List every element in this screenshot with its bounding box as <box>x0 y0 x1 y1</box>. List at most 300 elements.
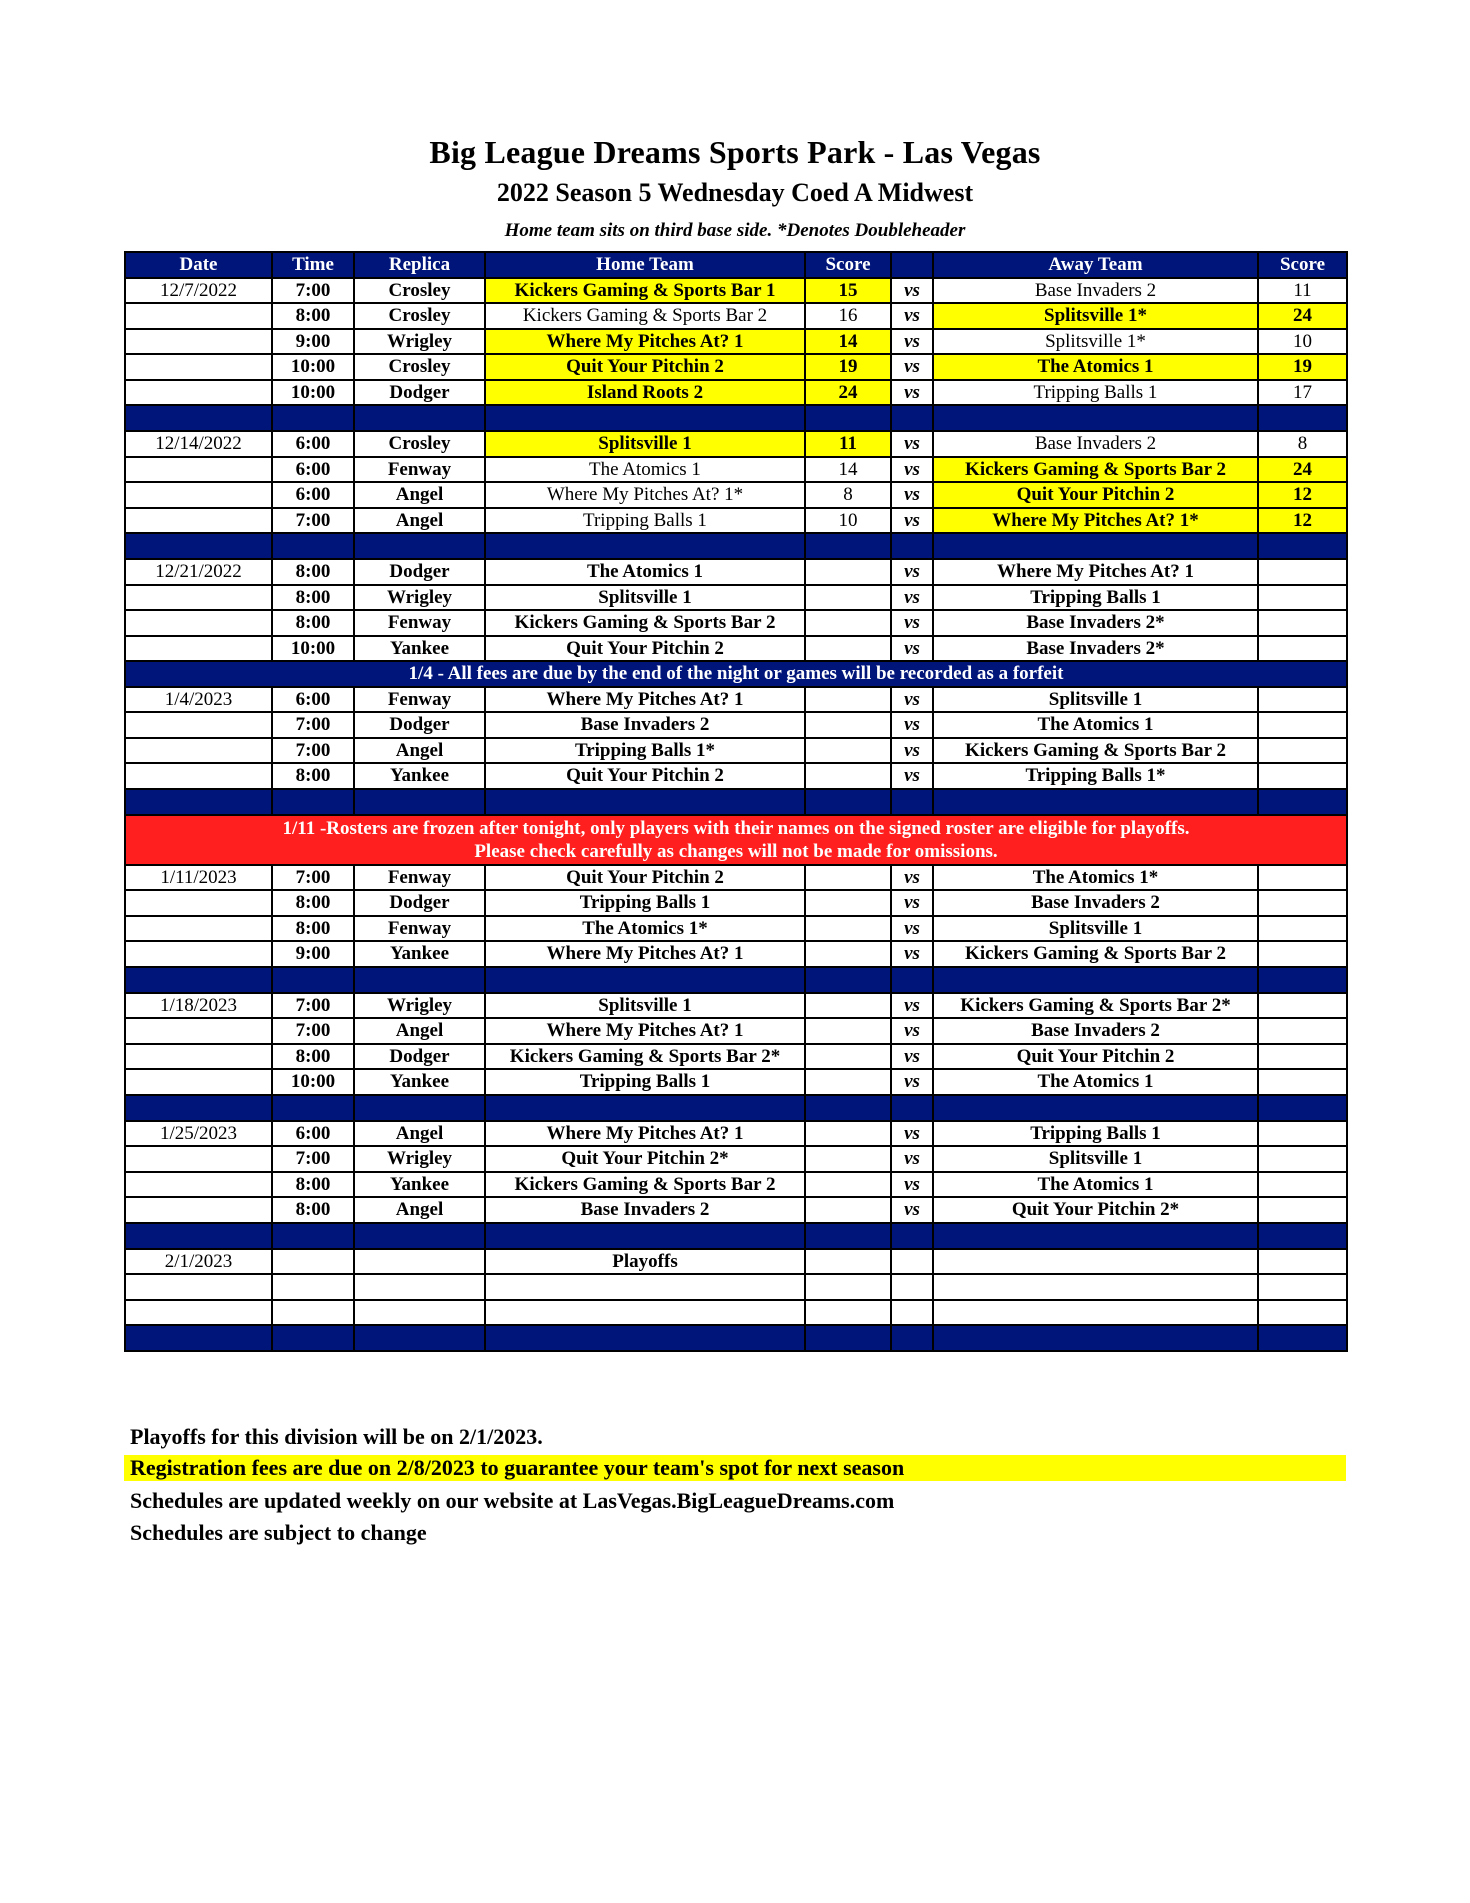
replica-cell: Fenway <box>354 865 485 891</box>
away-team-cell: Tripping Balls 1 <box>933 1121 1258 1147</box>
home-score-cell: 14 <box>805 329 891 355</box>
away-score-cell <box>1258 890 1347 916</box>
replica-cell: Crosley <box>354 354 485 380</box>
separator-row <box>125 533 1347 559</box>
game-row <box>125 1300 1347 1326</box>
replica-cell: Fenway <box>354 610 485 636</box>
home-team-cell: The Atomics 1* <box>485 916 805 942</box>
col-header-time: Time <box>272 252 354 278</box>
date-cell: 12/21/2022 <box>125 559 272 585</box>
date-cell <box>125 508 272 534</box>
away-score-cell <box>1258 1121 1347 1147</box>
time-cell: 8:00 <box>272 559 354 585</box>
col-header-vs <box>891 252 933 278</box>
separator-row <box>125 1325 1347 1351</box>
time-cell <box>272 1300 354 1326</box>
notice-row <box>125 661 1347 687</box>
home-team-cell: Kickers Gaming & Sports Bar 2* <box>485 1044 805 1070</box>
separator-cell <box>485 967 805 993</box>
replica-cell: Dodger <box>354 712 485 738</box>
home-score-cell <box>805 738 891 764</box>
time-cell: 7:00 <box>272 1018 354 1044</box>
game-row <box>125 354 1347 380</box>
home-team-cell: Where My Pitches At? 1 <box>485 1121 805 1147</box>
away-team-cell: Kickers Gaming & Sports Bar 2 <box>933 738 1258 764</box>
home-team-cell: Quit Your Pitchin 2 <box>485 354 805 380</box>
away-score-cell <box>1258 993 1347 1019</box>
time-cell <box>272 1249 354 1275</box>
vs-cell: vs <box>891 1018 933 1044</box>
away-score-cell <box>1258 738 1347 764</box>
home-team-cell <box>485 1300 805 1326</box>
date-cell <box>125 941 272 967</box>
col-header-replica: Replica <box>354 252 485 278</box>
home-score-cell <box>805 559 891 585</box>
page-title: Big League Dreams Sports Park - Las Vegas <box>429 134 1041 170</box>
time-cell: 8:00 <box>272 610 354 636</box>
away-team-cell: Kickers Gaming & Sports Bar 2 <box>933 457 1258 483</box>
game-row <box>125 585 1347 611</box>
home-score-cell <box>805 941 891 967</box>
away-score-cell: 24 <box>1258 303 1347 329</box>
date-cell <box>125 1044 272 1070</box>
vs-cell: vs <box>891 738 933 764</box>
date-cell: 2/1/2023 <box>125 1249 272 1275</box>
replica-cell: Wrigley <box>354 1146 485 1172</box>
separator-row <box>125 967 1347 993</box>
home-score-cell <box>805 585 891 611</box>
replica-cell: Yankee <box>354 1172 485 1198</box>
time-cell: 6:00 <box>272 687 354 713</box>
separator-cell <box>1258 1095 1347 1121</box>
home-score-cell <box>805 1274 891 1300</box>
vs-cell: vs <box>891 303 933 329</box>
home-team-cell: Base Invaders 2 <box>485 712 805 738</box>
away-team-cell: Base Invaders 2 <box>933 890 1258 916</box>
replica-cell: Fenway <box>354 687 485 713</box>
separator-cell <box>485 789 805 815</box>
away-team-cell: Base Invaders 2* <box>933 636 1258 662</box>
home-score-cell <box>805 1121 891 1147</box>
away-team-cell: Kickers Gaming & Sports Bar 2 <box>933 941 1258 967</box>
away-score-cell <box>1258 1069 1347 1095</box>
separator-cell <box>805 1223 891 1249</box>
away-score-cell <box>1258 941 1347 967</box>
separator-cell <box>354 1095 485 1121</box>
away-score-cell <box>1258 636 1347 662</box>
away-team-cell: The Atomics 1 <box>933 1172 1258 1198</box>
replica-cell: Yankee <box>354 941 485 967</box>
home-score-cell <box>805 687 891 713</box>
separator-cell <box>272 967 354 993</box>
alert-row <box>125 815 1347 865</box>
separator-cell <box>125 1095 272 1121</box>
separator-cell <box>805 405 891 431</box>
home-team-cell: Kickers Gaming & Sports Bar 2 <box>485 303 805 329</box>
separator-cell <box>891 789 933 815</box>
game-row <box>125 482 1347 508</box>
away-team-cell <box>933 1300 1258 1326</box>
away-score-cell <box>1258 1044 1347 1070</box>
vs-cell <box>891 1300 933 1326</box>
time-cell: 6:00 <box>272 457 354 483</box>
home-team-cell: Kickers Gaming & Sports Bar 1 <box>485 278 805 304</box>
away-score-cell: 17 <box>1258 380 1347 406</box>
away-team-cell: Kickers Gaming & Sports Bar 2* <box>933 993 1258 1019</box>
date-cell <box>125 1300 272 1326</box>
time-cell: 8:00 <box>272 1197 354 1223</box>
separator-cell <box>805 967 891 993</box>
date-cell <box>125 1274 272 1300</box>
separator-cell <box>891 967 933 993</box>
replica-cell: Wrigley <box>354 585 485 611</box>
game-row <box>125 278 1347 304</box>
separator-cell <box>272 1325 354 1351</box>
home-score-cell: 16 <box>805 303 891 329</box>
game-row <box>125 1121 1347 1147</box>
home-team-cell: Where My Pitches At? 1 <box>485 329 805 355</box>
home-score-cell: 15 <box>805 278 891 304</box>
away-score-cell <box>1258 763 1347 789</box>
away-team-cell: Base Invaders 2* <box>933 610 1258 636</box>
vs-cell: vs <box>891 559 933 585</box>
date-cell: 1/18/2023 <box>125 993 272 1019</box>
alert-text <box>125 815 1347 865</box>
away-score-cell <box>1258 559 1347 585</box>
away-score-cell <box>1258 1300 1347 1326</box>
vs-cell: vs <box>891 508 933 534</box>
home-team-cell: Where My Pitches At? 1* <box>485 482 805 508</box>
replica-cell: Dodger <box>354 380 485 406</box>
home-score-cell <box>805 636 891 662</box>
game-row <box>125 1146 1347 1172</box>
replica-cell: Fenway <box>354 457 485 483</box>
date-cell <box>125 1069 272 1095</box>
game-row <box>125 890 1347 916</box>
game-row <box>125 508 1347 534</box>
away-team-cell: Where My Pitches At? 1* <box>933 508 1258 534</box>
date-cell <box>125 1018 272 1044</box>
vs-cell: vs <box>891 916 933 942</box>
replica-cell: Dodger <box>354 890 485 916</box>
page-subtitle: 2022 Season 5 Wednesday Coed A Midwest <box>496 178 974 207</box>
game-row <box>125 457 1347 483</box>
away-score-cell <box>1258 1172 1347 1198</box>
vs-cell: vs <box>891 431 933 457</box>
separator-cell <box>933 405 1258 431</box>
time-cell: 8:00 <box>272 890 354 916</box>
separator-cell <box>272 789 354 815</box>
time-cell: 6:00 <box>272 1121 354 1147</box>
date-cell <box>125 1197 272 1223</box>
separator-cell <box>125 405 272 431</box>
away-score-cell <box>1258 916 1347 942</box>
away-team-cell: Splitsville 1* <box>933 303 1258 329</box>
home-score-cell: 24 <box>805 380 891 406</box>
home-score-cell: 14 <box>805 457 891 483</box>
away-score-cell <box>1258 1249 1347 1275</box>
game-row <box>125 763 1347 789</box>
alert-line-2: Please check carefully as changes will not be made for omissions. <box>474 840 998 862</box>
separator-cell <box>272 1223 354 1249</box>
replica-cell: Angel <box>354 1197 485 1223</box>
away-score-cell <box>1258 687 1347 713</box>
replica-cell: Crosley <box>354 431 485 457</box>
home-team-cell: Where My Pitches At? 1 <box>485 941 805 967</box>
replica-cell: Angel <box>354 738 485 764</box>
home-team-cell: Kickers Gaming & Sports Bar 2 <box>485 1172 805 1198</box>
col-header-date: Date <box>125 252 272 278</box>
away-score-cell: 11 <box>1258 278 1347 304</box>
vs-cell: vs <box>891 890 933 916</box>
time-cell: 10:00 <box>272 1069 354 1095</box>
separator-cell <box>125 533 272 559</box>
home-team-cell: Splitsville 1 <box>485 993 805 1019</box>
away-team-cell: Base Invaders 2 <box>933 431 1258 457</box>
separator-cell <box>805 533 891 559</box>
page-note: Home team sits on third base side. *Denotes Doubleheader <box>504 220 966 241</box>
replica-cell: Dodger <box>354 1044 485 1070</box>
replica-cell: Angel <box>354 1018 485 1044</box>
home-score-cell <box>805 1300 891 1326</box>
schedule-table <box>124 251 1348 1352</box>
time-cell: 7:00 <box>272 738 354 764</box>
date-cell <box>125 354 272 380</box>
home-score-cell <box>805 865 891 891</box>
game-row <box>125 738 1347 764</box>
vs-cell: vs <box>891 457 933 483</box>
separator-cell <box>125 789 272 815</box>
separator-cell <box>891 1223 933 1249</box>
separator-cell <box>805 1325 891 1351</box>
away-score-cell <box>1258 610 1347 636</box>
game-row <box>125 303 1347 329</box>
separator-cell <box>272 533 354 559</box>
vs-cell: vs <box>891 1044 933 1070</box>
home-score-cell <box>805 1172 891 1198</box>
alert-line-1: 1/11 -Rosters are frozen after tonight, only players with their names on the signed roster are eligible for playoffs. <box>282 817 1190 839</box>
replica-cell: Yankee <box>354 1069 485 1095</box>
date-cell <box>125 380 272 406</box>
date-cell: 1/4/2023 <box>125 687 272 713</box>
separator-cell <box>354 1325 485 1351</box>
time-cell: 7:00 <box>272 712 354 738</box>
away-score-cell: 19 <box>1258 354 1347 380</box>
time-cell: 6:00 <box>272 482 354 508</box>
away-team-cell: The Atomics 1 <box>933 712 1258 738</box>
time-cell: 6:00 <box>272 431 354 457</box>
time-cell: 10:00 <box>272 354 354 380</box>
separator-cell <box>1258 967 1347 993</box>
time-cell: 8:00 <box>272 1044 354 1070</box>
game-row <box>125 1044 1347 1070</box>
away-score-cell: 24 <box>1258 457 1347 483</box>
home-team-cell: Splitsville 1 <box>485 431 805 457</box>
home-score-cell <box>805 763 891 789</box>
separator-cell <box>1258 533 1347 559</box>
home-team-cell: Base Invaders 2 <box>485 1197 805 1223</box>
game-row <box>125 712 1347 738</box>
notice-text: 1/4 - All fees are due by the end of the night or games will be recorded as a forfeit <box>125 661 1347 687</box>
game-row <box>125 431 1347 457</box>
vs-cell: vs <box>891 380 933 406</box>
away-score-cell <box>1258 712 1347 738</box>
home-score-cell: 10 <box>805 508 891 534</box>
date-cell <box>125 329 272 355</box>
vs-cell: vs <box>891 1146 933 1172</box>
home-score-cell: 11 <box>805 431 891 457</box>
away-team-cell: The Atomics 1* <box>933 865 1258 891</box>
separator-cell <box>354 967 485 993</box>
away-score-cell <box>1258 1146 1347 1172</box>
vs-cell: vs <box>891 712 933 738</box>
separator-cell <box>805 1095 891 1121</box>
replica-cell: Wrigley <box>354 993 485 1019</box>
date-cell <box>125 916 272 942</box>
time-cell: 7:00 <box>272 865 354 891</box>
separator-cell <box>891 533 933 559</box>
time-cell: 8:00 <box>272 763 354 789</box>
time-cell: 9:00 <box>272 329 354 355</box>
home-score-cell <box>805 890 891 916</box>
home-team-cell: Island Roots 2 <box>485 380 805 406</box>
vs-cell: vs <box>891 1197 933 1223</box>
vs-cell: vs <box>891 354 933 380</box>
home-team-cell: Kickers Gaming & Sports Bar 2 <box>485 610 805 636</box>
vs-cell: vs <box>891 610 933 636</box>
separator-cell <box>485 1095 805 1121</box>
game-row <box>125 687 1347 713</box>
replica-cell <box>354 1249 485 1275</box>
home-team-cell: The Atomics 1 <box>485 559 805 585</box>
time-cell: 7:00 <box>272 993 354 1019</box>
home-team-cell: Quit Your Pitchin 2 <box>485 865 805 891</box>
away-score-cell: 10 <box>1258 329 1347 355</box>
replica-cell: Yankee <box>354 763 485 789</box>
away-team-cell: Quit Your Pitchin 2 <box>933 1044 1258 1070</box>
col-header-away-score: Score <box>1258 252 1347 278</box>
vs-cell: vs <box>891 993 933 1019</box>
away-score-cell <box>1258 865 1347 891</box>
col-header-home-score: Score <box>805 252 891 278</box>
separator-cell <box>125 1325 272 1351</box>
separator-cell <box>1258 1223 1347 1249</box>
away-score-cell <box>1258 1018 1347 1044</box>
time-cell: 8:00 <box>272 303 354 329</box>
home-score-cell <box>805 1249 891 1275</box>
game-row <box>125 1018 1347 1044</box>
vs-cell: vs <box>891 763 933 789</box>
home-team-cell: Tripping Balls 1 <box>485 890 805 916</box>
replica-cell: Crosley <box>354 278 485 304</box>
away-score-cell: 12 <box>1258 508 1347 534</box>
date-cell: 1/25/2023 <box>125 1121 272 1147</box>
replica-cell: Fenway <box>354 916 485 942</box>
home-score-cell <box>805 916 891 942</box>
home-score-cell: 8 <box>805 482 891 508</box>
schedule-body <box>125 278 1347 1352</box>
game-row <box>125 559 1347 585</box>
away-team-cell: Base Invaders 2 <box>933 278 1258 304</box>
vs-cell: vs <box>891 1069 933 1095</box>
table-header-row <box>125 252 1347 278</box>
separator-cell <box>485 1223 805 1249</box>
separator-cell <box>933 1325 1258 1351</box>
date-cell <box>125 482 272 508</box>
separator-cell <box>485 1325 805 1351</box>
replica-cell: Angel <box>354 482 485 508</box>
time-cell: 9:00 <box>272 941 354 967</box>
date-cell: 1/11/2023 <box>125 865 272 891</box>
vs-cell: vs <box>891 687 933 713</box>
separator-cell <box>125 1223 272 1249</box>
separator-cell <box>485 405 805 431</box>
home-score-cell <box>805 1018 891 1044</box>
vs-cell <box>891 1274 933 1300</box>
date-cell <box>125 890 272 916</box>
vs-cell: vs <box>891 1121 933 1147</box>
away-team-cell: Splitsville 1 <box>933 687 1258 713</box>
home-team-cell: Quit Your Pitchin 2 <box>485 763 805 789</box>
date-cell <box>125 585 272 611</box>
replica-cell <box>354 1300 485 1326</box>
separator-cell <box>354 1223 485 1249</box>
replica-cell: Dodger <box>354 559 485 585</box>
game-row <box>125 1069 1347 1095</box>
vs-cell: vs <box>891 278 933 304</box>
separator-row <box>125 789 1347 815</box>
vs-cell: vs <box>891 1172 933 1198</box>
time-cell: 10:00 <box>272 380 354 406</box>
away-team-cell: Base Invaders 2 <box>933 1018 1258 1044</box>
vs-cell: vs <box>891 482 933 508</box>
footer-website: Schedules are updated weekly on our website at LasVegas.BigLeagueDreams.com <box>130 1488 895 1513</box>
separator-cell <box>805 789 891 815</box>
game-row <box>125 916 1347 942</box>
away-team-cell <box>933 1274 1258 1300</box>
date-cell: 12/7/2022 <box>125 278 272 304</box>
separator-cell <box>272 1095 354 1121</box>
time-cell: 8:00 <box>272 916 354 942</box>
time-cell: 10:00 <box>272 636 354 662</box>
time-cell: 7:00 <box>272 508 354 534</box>
separator-cell <box>485 533 805 559</box>
date-cell <box>125 303 272 329</box>
game-row <box>125 610 1347 636</box>
game-row <box>125 636 1347 662</box>
away-score-cell: 8 <box>1258 431 1347 457</box>
date-cell <box>125 738 272 764</box>
separator-cell <box>354 533 485 559</box>
date-cell <box>125 763 272 789</box>
home-score-cell: 19 <box>805 354 891 380</box>
away-score-cell: 12 <box>1258 482 1347 508</box>
time-cell: 7:00 <box>272 1146 354 1172</box>
separator-row <box>125 1095 1347 1121</box>
col-header-home-team: Home Team <box>485 252 805 278</box>
separator-cell <box>891 405 933 431</box>
time-cell <box>272 1274 354 1300</box>
game-row <box>125 380 1347 406</box>
home-team-cell: Splitsville 1 <box>485 585 805 611</box>
away-team-cell: The Atomics 1 <box>933 354 1258 380</box>
home-team-cell <box>485 1274 805 1300</box>
replica-cell: Angel <box>354 508 485 534</box>
separator-cell <box>933 1095 1258 1121</box>
separator-cell <box>933 533 1258 559</box>
date-cell: 12/14/2022 <box>125 431 272 457</box>
date-cell <box>125 1146 272 1172</box>
